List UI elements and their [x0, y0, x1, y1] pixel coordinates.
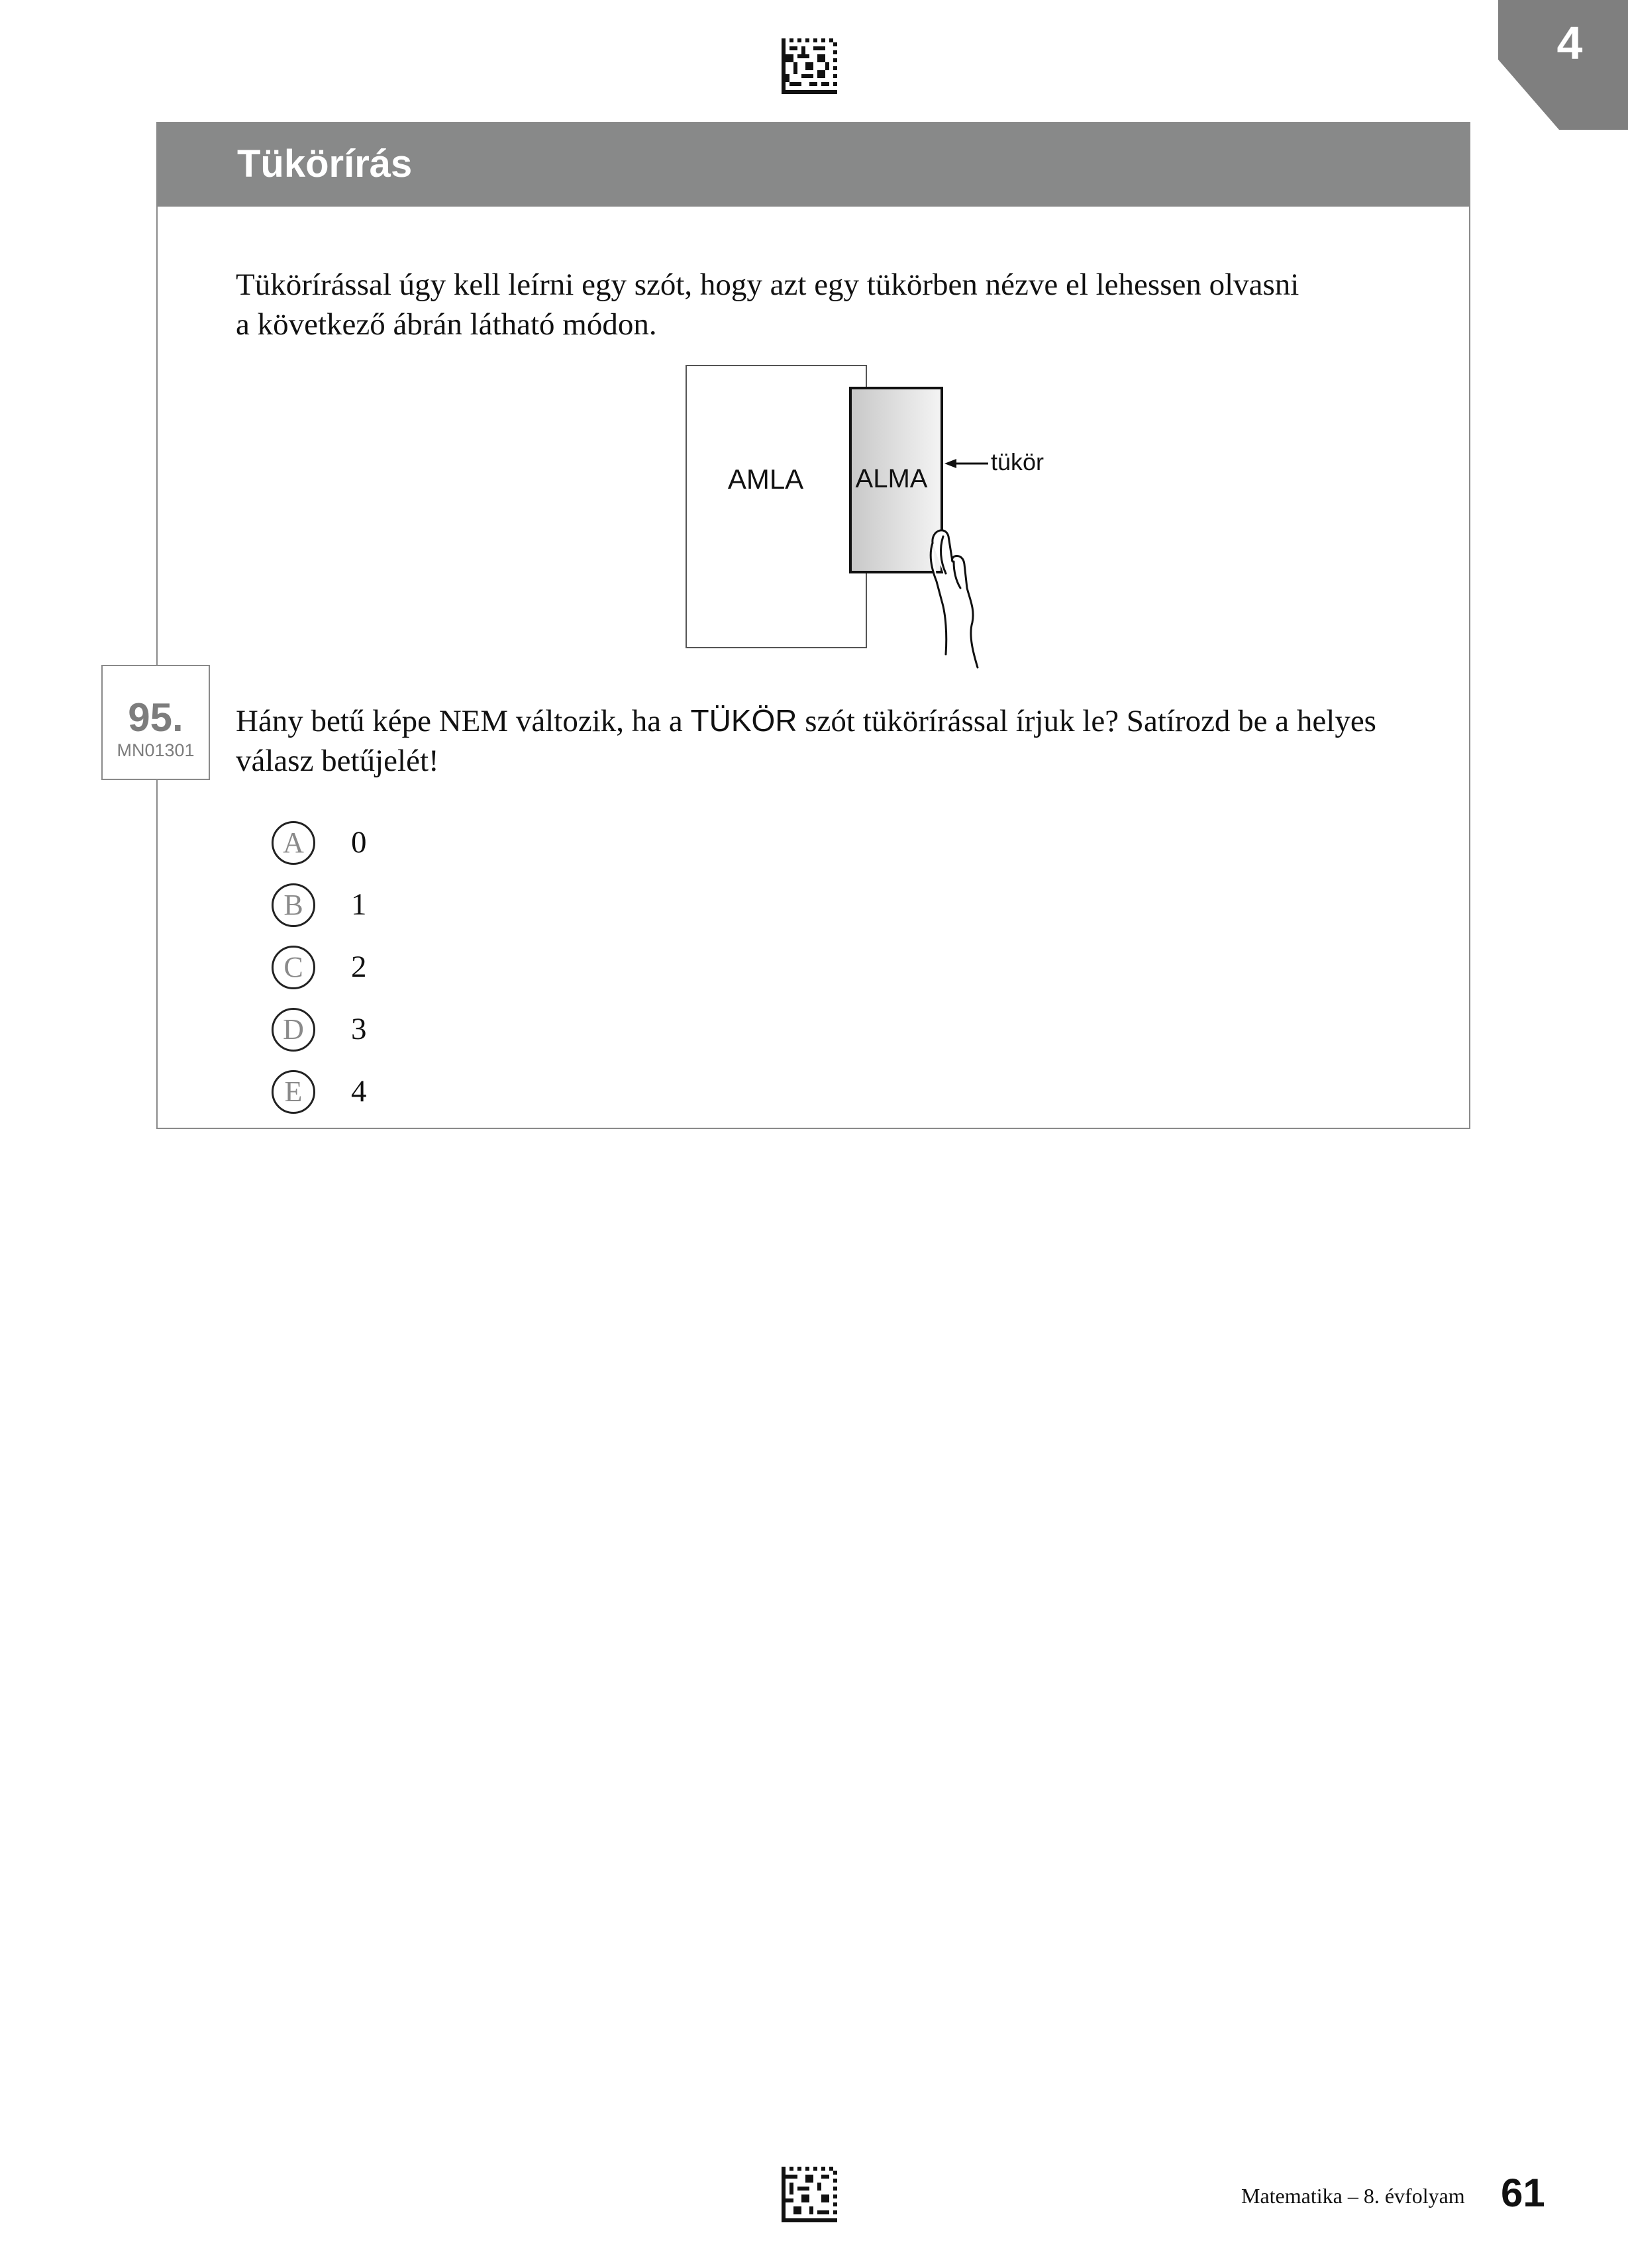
bottom-datamatrix-code [782, 2167, 837, 2222]
option-e-bubble[interactable]: E [272, 1070, 315, 1114]
mirror-label: tükör [991, 448, 1044, 475]
option-b[interactable] [272, 881, 536, 934]
footer-subject: Matematika – 8. évfolyam [1241, 2184, 1465, 2208]
mirror-word: ALMA [855, 464, 928, 493]
question-number: 95. [128, 695, 183, 740]
task-title: Tükörírás [237, 142, 413, 185]
chapter-number: 4 [1556, 17, 1583, 69]
question-code: MN01301 [117, 740, 195, 760]
question-line-1 [236, 701, 1454, 741]
option-c[interactable] [272, 943, 536, 996]
intro-line-2: a következő ábrán látható módon. [236, 307, 657, 342]
top-datamatrix-code [782, 38, 837, 94]
paper-sheet [686, 366, 866, 648]
option-e[interactable] [272, 1067, 536, 1120]
option-b-bubble[interactable]: B [272, 883, 315, 927]
option-a-bubble[interactable]: A [272, 821, 315, 865]
option-c-value: 2 [351, 950, 367, 984]
task-intro [236, 265, 1415, 344]
mirror-figure [682, 363, 1053, 673]
question-number-box [101, 665, 210, 780]
question-text-after: szót tükörírással írjuk le? Satírozd be a helyes [797, 704, 1376, 738]
question-text-before: Hány betű képe NEM változik, ha a [236, 704, 691, 738]
option-d-bubble[interactable]: D [272, 1008, 315, 1052]
option-b-value: 1 [351, 887, 367, 922]
option-d-value: 3 [351, 1012, 367, 1046]
option-c-bubble[interactable]: C [272, 946, 315, 989]
hand-icon [931, 530, 978, 667]
option-e-value: 4 [351, 1074, 367, 1109]
task-header [158, 123, 1469, 207]
question-line-2: válasz betűjelét! [236, 744, 439, 778]
question-text [236, 701, 1454, 781]
intro-line-1: Tükörírással úgy kell leírni egy szót, hogy azt egy tükörben nézve el lehessen olvasni [236, 268, 1299, 302]
option-a-value: 0 [351, 825, 367, 860]
page-number: 61 [1501, 2171, 1545, 2215]
question-highlight-word: TÜKÖR [690, 703, 797, 738]
option-a[interactable] [272, 818, 536, 871]
option-d[interactable] [272, 1005, 536, 1058]
mirrored-word: AMLA [727, 464, 804, 495]
